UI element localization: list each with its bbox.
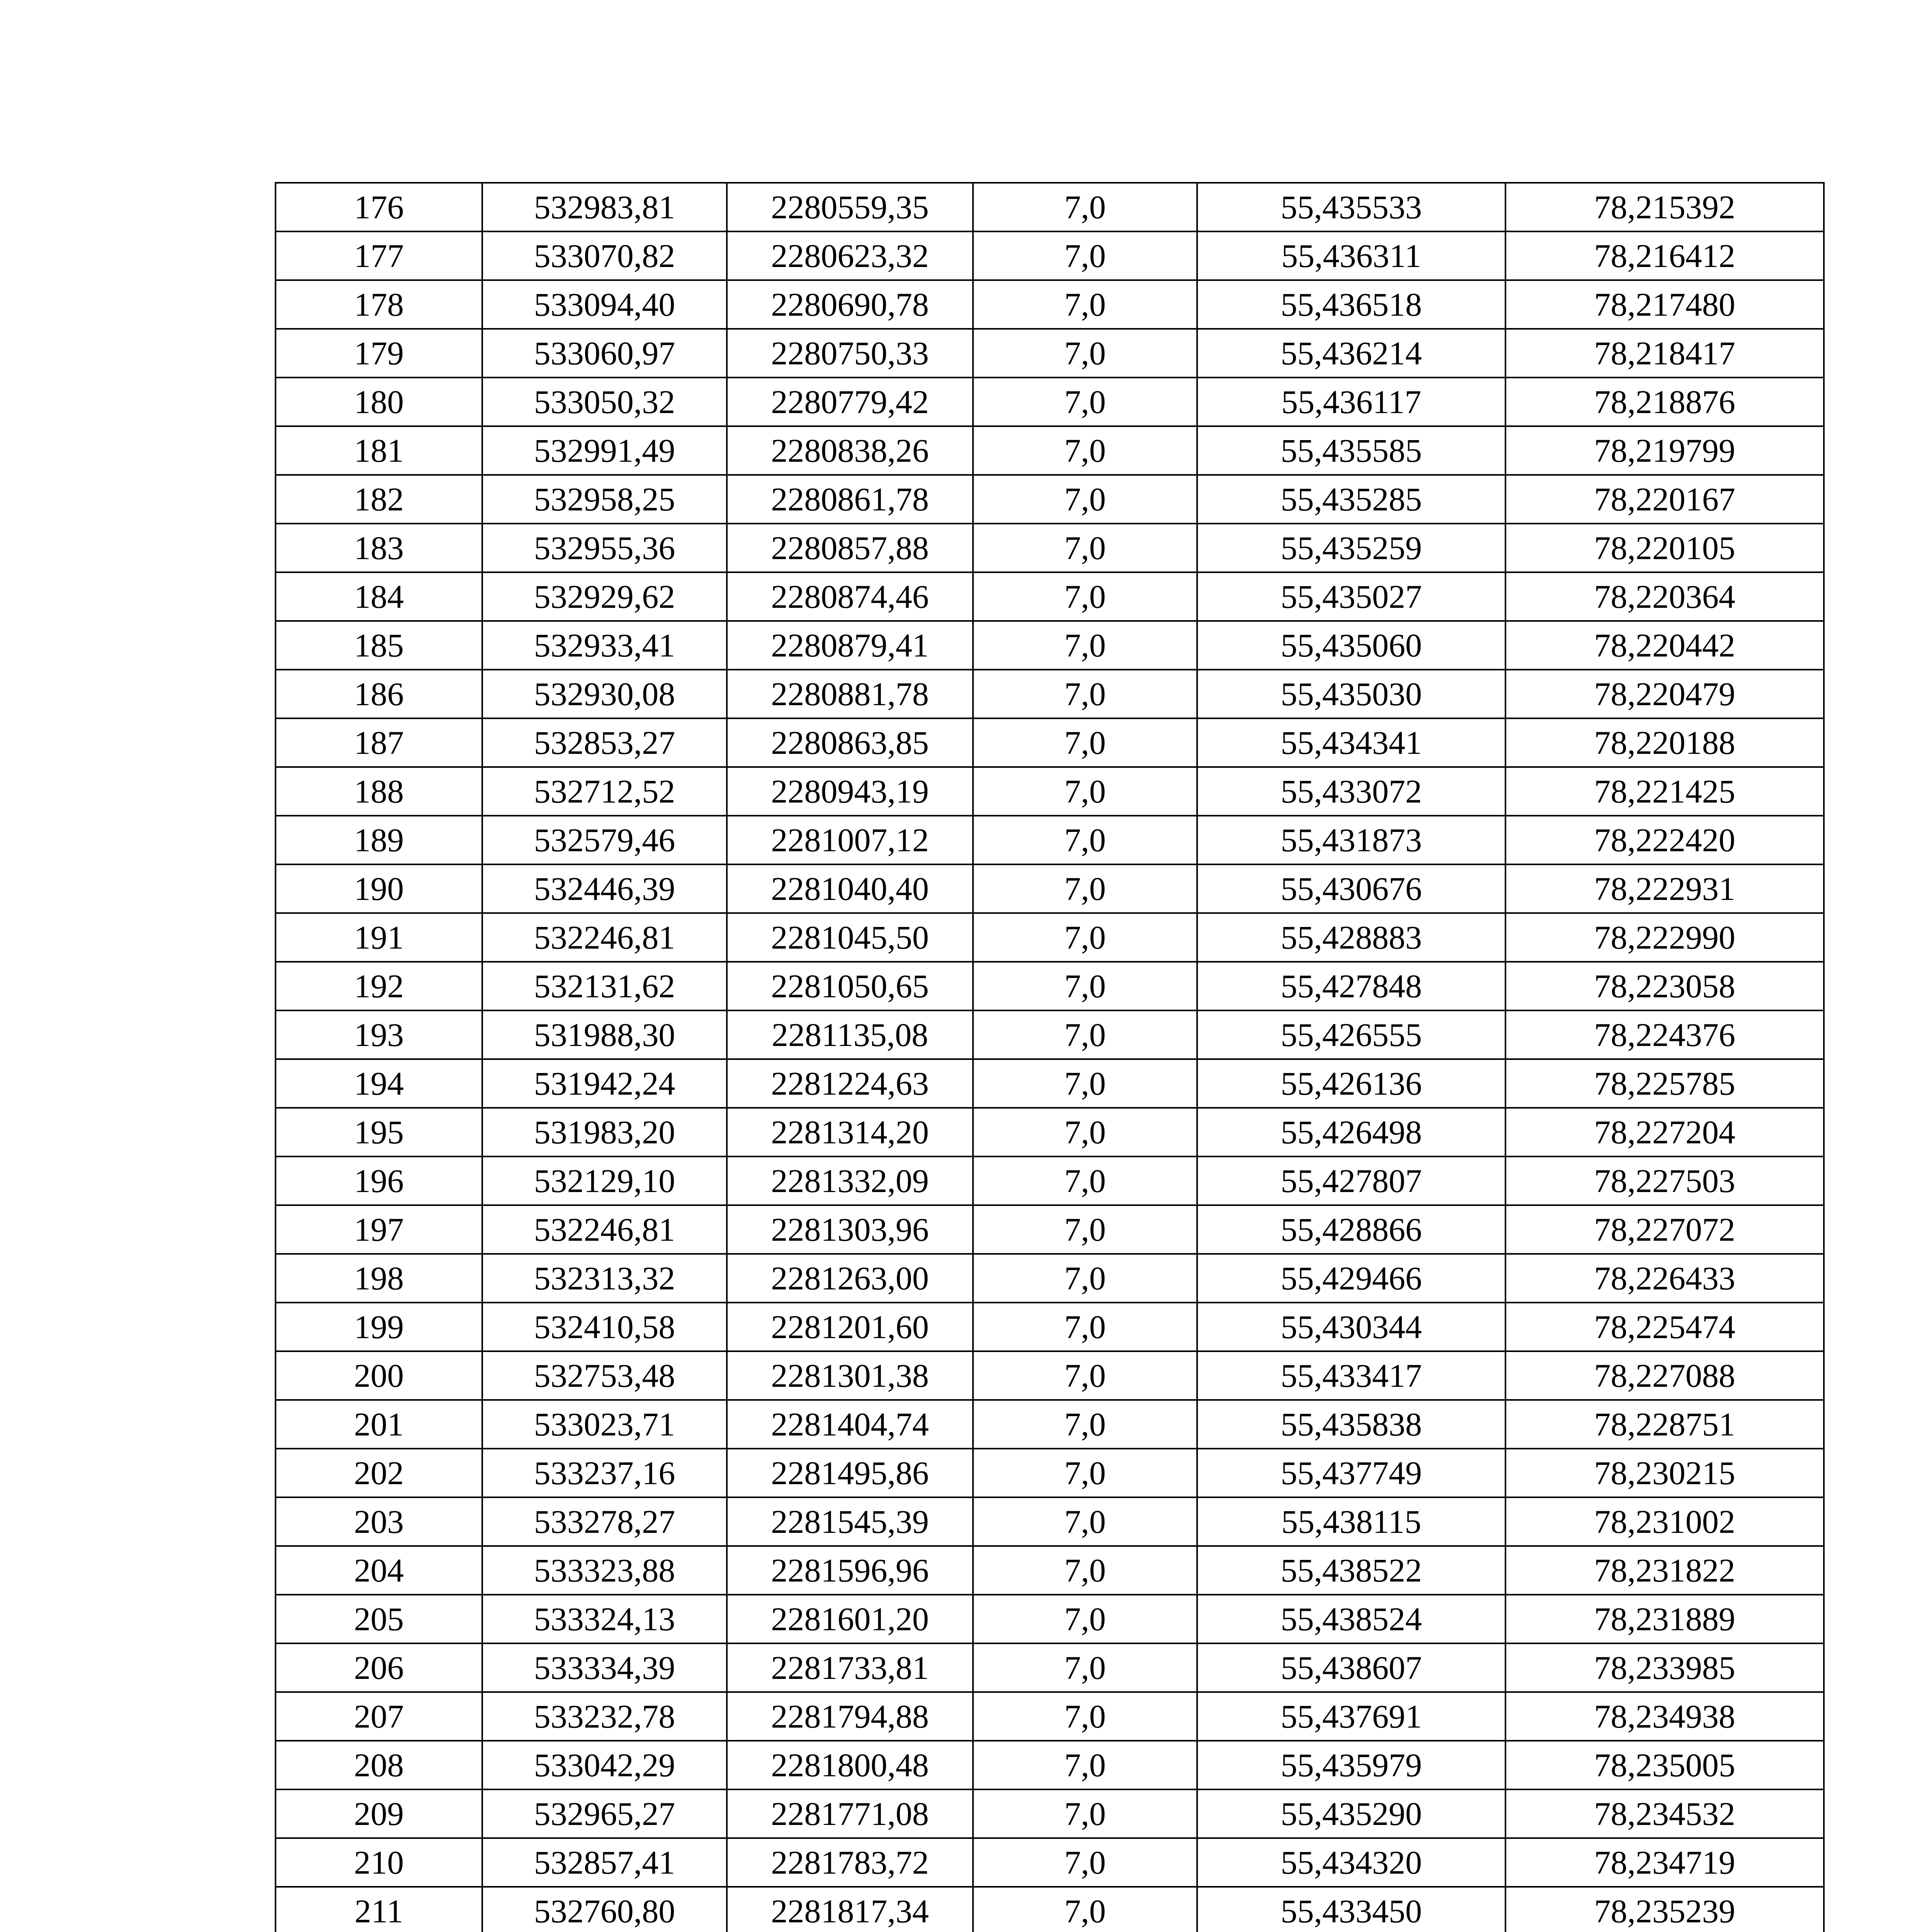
longitude-cell: 78,227088	[1505, 1351, 1824, 1400]
accuracy-cell: 7,0	[973, 767, 1197, 816]
longitude-cell: 78,222420	[1505, 816, 1824, 864]
longitude-cell: 78,221425	[1505, 767, 1824, 816]
longitude-cell: 78,219799	[1505, 426, 1824, 475]
point-number-cell: 182	[276, 475, 482, 524]
latitude-cell: 55,430344	[1197, 1303, 1505, 1351]
table-row	[276, 329, 1824, 378]
table-row	[276, 1692, 1824, 1741]
y-coordinate-cell: 2280881,78	[727, 670, 973, 718]
longitude-cell: 78,220364	[1505, 572, 1824, 621]
longitude-cell: 78,231889	[1505, 1595, 1824, 1643]
x-coordinate-cell: 533278,27	[482, 1497, 727, 1546]
point-number-cell: 203	[276, 1497, 482, 1546]
x-coordinate-cell: 532446,39	[482, 864, 727, 913]
accuracy-cell: 7,0	[973, 1254, 1197, 1303]
longitude-cell: 78,220188	[1505, 718, 1824, 767]
accuracy-cell: 7,0	[973, 816, 1197, 864]
longitude-cell: 78,230215	[1505, 1449, 1824, 1497]
accuracy-cell: 7,0	[973, 378, 1197, 426]
latitude-cell: 55,427848	[1197, 962, 1505, 1010]
x-coordinate-cell: 533237,16	[482, 1449, 727, 1497]
point-number-cell: 204	[276, 1546, 482, 1595]
longitude-cell: 78,220442	[1505, 621, 1824, 670]
accuracy-cell: 7,0	[973, 329, 1197, 378]
y-coordinate-cell: 2281596,96	[727, 1546, 973, 1595]
x-coordinate-cell: 533042,29	[482, 1741, 727, 1789]
table-row	[276, 1449, 1824, 1497]
point-number-cell: 208	[276, 1741, 482, 1789]
accuracy-cell: 7,0	[973, 524, 1197, 572]
latitude-cell: 55,437691	[1197, 1692, 1505, 1741]
latitude-cell: 55,427807	[1197, 1156, 1505, 1205]
latitude-cell: 55,434341	[1197, 718, 1505, 767]
y-coordinate-cell: 2281794,88	[727, 1692, 973, 1741]
latitude-cell: 55,435060	[1197, 621, 1505, 670]
y-coordinate-cell: 2280863,85	[727, 718, 973, 767]
y-coordinate-cell: 2280874,46	[727, 572, 973, 621]
longitude-cell: 78,217480	[1505, 280, 1824, 329]
x-coordinate-cell: 532246,81	[482, 913, 727, 962]
y-coordinate-cell: 2281771,08	[727, 1789, 973, 1838]
accuracy-cell: 7,0	[973, 1789, 1197, 1838]
accuracy-cell: 7,0	[973, 1303, 1197, 1351]
accuracy-cell: 7,0	[973, 1010, 1197, 1059]
table-row	[276, 280, 1824, 329]
table-row	[276, 1205, 1824, 1254]
latitude-cell: 55,433450	[1197, 1887, 1505, 1932]
y-coordinate-cell: 2281224,63	[727, 1059, 973, 1108]
longitude-cell: 78,235239	[1505, 1887, 1824, 1932]
point-number-cell: 190	[276, 864, 482, 913]
point-number-cell: 211	[276, 1887, 482, 1932]
point-number-cell: 191	[276, 913, 482, 962]
coordinates-table	[275, 182, 1825, 1932]
table-row	[276, 1010, 1824, 1059]
y-coordinate-cell: 2281545,39	[727, 1497, 973, 1546]
table-row	[276, 426, 1824, 475]
y-coordinate-cell: 2281135,08	[727, 1010, 973, 1059]
accuracy-cell: 7,0	[973, 670, 1197, 718]
longitude-cell: 78,215392	[1505, 183, 1824, 231]
point-number-cell: 199	[276, 1303, 482, 1351]
latitude-cell: 55,434320	[1197, 1838, 1505, 1887]
latitude-cell: 55,435533	[1197, 183, 1505, 231]
accuracy-cell: 7,0	[973, 1595, 1197, 1643]
latitude-cell: 55,435030	[1197, 670, 1505, 718]
point-number-cell: 202	[276, 1449, 482, 1497]
table-row	[276, 1108, 1824, 1156]
accuracy-cell: 7,0	[973, 913, 1197, 962]
longitude-cell: 78,218876	[1505, 378, 1824, 426]
table-row	[276, 1789, 1824, 1838]
latitude-cell: 55,438115	[1197, 1497, 1505, 1546]
x-coordinate-cell: 532313,32	[482, 1254, 727, 1303]
table-row	[276, 1546, 1824, 1595]
longitude-cell: 78,225785	[1505, 1059, 1824, 1108]
y-coordinate-cell: 2280690,78	[727, 280, 973, 329]
x-coordinate-cell: 532753,48	[482, 1351, 727, 1400]
longitude-cell: 78,227072	[1505, 1205, 1824, 1254]
x-coordinate-cell: 531942,24	[482, 1059, 727, 1108]
point-number-cell: 183	[276, 524, 482, 572]
x-coordinate-cell: 533232,78	[482, 1692, 727, 1741]
longitude-cell: 78,226433	[1505, 1254, 1824, 1303]
longitude-cell: 78,220167	[1505, 475, 1824, 524]
coordinates-table-body	[276, 183, 1824, 1932]
x-coordinate-cell: 533334,39	[482, 1643, 727, 1692]
x-coordinate-cell: 532712,52	[482, 767, 727, 816]
y-coordinate-cell: 2280623,32	[727, 231, 973, 280]
longitude-cell: 78,222931	[1505, 864, 1824, 913]
latitude-cell: 55,435290	[1197, 1789, 1505, 1838]
accuracy-cell: 7,0	[973, 426, 1197, 475]
accuracy-cell: 7,0	[973, 962, 1197, 1010]
point-number-cell: 177	[276, 231, 482, 280]
point-number-cell: 180	[276, 378, 482, 426]
y-coordinate-cell: 2281733,81	[727, 1643, 973, 1692]
latitude-cell: 55,436214	[1197, 329, 1505, 378]
accuracy-cell: 7,0	[973, 1400, 1197, 1449]
longitude-cell: 78,218417	[1505, 329, 1824, 378]
accuracy-cell: 7,0	[973, 1351, 1197, 1400]
latitude-cell: 55,433072	[1197, 767, 1505, 816]
y-coordinate-cell: 2280943,19	[727, 767, 973, 816]
x-coordinate-cell: 533323,88	[482, 1546, 727, 1595]
accuracy-cell: 7,0	[973, 1546, 1197, 1595]
y-coordinate-cell: 2280879,41	[727, 621, 973, 670]
point-number-cell: 195	[276, 1108, 482, 1156]
latitude-cell: 55,433417	[1197, 1351, 1505, 1400]
longitude-cell: 78,225474	[1505, 1303, 1824, 1351]
table-row	[276, 231, 1824, 280]
longitude-cell: 78,227204	[1505, 1108, 1824, 1156]
point-number-cell: 184	[276, 572, 482, 621]
x-coordinate-cell: 532857,41	[482, 1838, 727, 1887]
table-row	[276, 1351, 1824, 1400]
latitude-cell: 55,435259	[1197, 524, 1505, 572]
longitude-cell: 78,228751	[1505, 1400, 1824, 1449]
point-number-cell: 205	[276, 1595, 482, 1643]
x-coordinate-cell: 532991,49	[482, 426, 727, 475]
table-row	[276, 572, 1824, 621]
latitude-cell: 55,438522	[1197, 1546, 1505, 1595]
x-coordinate-cell: 533070,82	[482, 231, 727, 280]
table-row	[276, 1400, 1824, 1449]
longitude-cell: 78,222990	[1505, 913, 1824, 962]
y-coordinate-cell: 2280559,35	[727, 183, 973, 231]
accuracy-cell: 7,0	[973, 280, 1197, 329]
x-coordinate-cell: 533094,40	[482, 280, 727, 329]
accuracy-cell: 7,0	[973, 1692, 1197, 1741]
point-number-cell: 209	[276, 1789, 482, 1838]
x-coordinate-cell: 533324,13	[482, 1595, 727, 1643]
x-coordinate-cell: 532853,27	[482, 718, 727, 767]
longitude-cell: 78,235005	[1505, 1741, 1824, 1789]
point-number-cell: 179	[276, 329, 482, 378]
accuracy-cell: 7,0	[973, 1741, 1197, 1789]
latitude-cell: 55,435838	[1197, 1400, 1505, 1449]
longitude-cell: 78,227503	[1505, 1156, 1824, 1205]
table-row	[276, 378, 1824, 426]
table-row	[276, 1156, 1824, 1205]
longitude-cell: 78,223058	[1505, 962, 1824, 1010]
longitude-cell: 78,220105	[1505, 524, 1824, 572]
accuracy-cell: 7,0	[973, 1497, 1197, 1546]
accuracy-cell: 7,0	[973, 572, 1197, 621]
point-number-cell: 194	[276, 1059, 482, 1108]
point-number-cell: 210	[276, 1838, 482, 1887]
table-row	[276, 524, 1824, 572]
accuracy-cell: 7,0	[973, 718, 1197, 767]
latitude-cell: 55,428866	[1197, 1205, 1505, 1254]
latitude-cell: 55,428883	[1197, 913, 1505, 962]
table-row	[276, 670, 1824, 718]
accuracy-cell: 7,0	[973, 1643, 1197, 1692]
longitude-cell: 78,234938	[1505, 1692, 1824, 1741]
point-number-cell: 188	[276, 767, 482, 816]
accuracy-cell: 7,0	[973, 1838, 1197, 1887]
x-coordinate-cell: 531983,20	[482, 1108, 727, 1156]
y-coordinate-cell: 2281817,34	[727, 1887, 973, 1932]
latitude-cell: 55,438524	[1197, 1595, 1505, 1643]
x-coordinate-cell: 532579,46	[482, 816, 727, 864]
x-coordinate-cell: 531988,30	[482, 1010, 727, 1059]
table-row	[276, 1059, 1824, 1108]
accuracy-cell: 7,0	[973, 1156, 1197, 1205]
y-coordinate-cell: 2280750,33	[727, 329, 973, 378]
y-coordinate-cell: 2281332,09	[727, 1156, 973, 1205]
y-coordinate-cell: 2281303,96	[727, 1205, 973, 1254]
table-row	[276, 183, 1824, 231]
y-coordinate-cell: 2280861,78	[727, 475, 973, 524]
accuracy-cell: 7,0	[973, 1108, 1197, 1156]
x-coordinate-cell: 532760,80	[482, 1887, 727, 1932]
point-number-cell: 186	[276, 670, 482, 718]
x-coordinate-cell: 532929,62	[482, 572, 727, 621]
y-coordinate-cell: 2281314,20	[727, 1108, 973, 1156]
x-coordinate-cell: 532958,25	[482, 475, 727, 524]
table-row	[276, 816, 1824, 864]
latitude-cell: 55,436311	[1197, 231, 1505, 280]
longitude-cell: 78,216412	[1505, 231, 1824, 280]
longitude-cell: 78,233985	[1505, 1643, 1824, 1692]
latitude-cell: 55,438607	[1197, 1643, 1505, 1692]
latitude-cell: 55,430676	[1197, 864, 1505, 913]
table-row	[276, 913, 1824, 962]
table-row	[276, 1741, 1824, 1789]
latitude-cell: 55,435979	[1197, 1741, 1505, 1789]
table-row	[276, 1595, 1824, 1643]
y-coordinate-cell: 2281040,40	[727, 864, 973, 913]
point-number-cell: 189	[276, 816, 482, 864]
point-number-cell: 178	[276, 280, 482, 329]
table-row	[276, 962, 1824, 1010]
longitude-cell: 78,220479	[1505, 670, 1824, 718]
x-coordinate-cell: 532131,62	[482, 962, 727, 1010]
point-number-cell: 192	[276, 962, 482, 1010]
table-row	[276, 718, 1824, 767]
table-row	[276, 621, 1824, 670]
y-coordinate-cell: 2281495,86	[727, 1449, 973, 1497]
latitude-cell: 55,436117	[1197, 378, 1505, 426]
longitude-cell: 78,224376	[1505, 1010, 1824, 1059]
table-row	[276, 475, 1824, 524]
point-number-cell: 185	[276, 621, 482, 670]
accuracy-cell: 7,0	[973, 1205, 1197, 1254]
x-coordinate-cell: 532930,08	[482, 670, 727, 718]
y-coordinate-cell: 2281007,12	[727, 816, 973, 864]
longitude-cell: 78,234719	[1505, 1838, 1824, 1887]
y-coordinate-cell: 2280838,26	[727, 426, 973, 475]
x-coordinate-cell: 532983,81	[482, 183, 727, 231]
accuracy-cell: 7,0	[973, 621, 1197, 670]
y-coordinate-cell: 2281263,00	[727, 1254, 973, 1303]
table-row	[276, 1497, 1824, 1546]
y-coordinate-cell: 2281404,74	[727, 1400, 973, 1449]
x-coordinate-cell: 532955,36	[482, 524, 727, 572]
table-row	[276, 1887, 1824, 1932]
latitude-cell: 55,435285	[1197, 475, 1505, 524]
y-coordinate-cell: 2281050,65	[727, 962, 973, 1010]
accuracy-cell: 7,0	[973, 1449, 1197, 1497]
point-number-cell: 206	[276, 1643, 482, 1692]
x-coordinate-cell: 532410,58	[482, 1303, 727, 1351]
point-number-cell: 181	[276, 426, 482, 475]
x-coordinate-cell: 532965,27	[482, 1789, 727, 1838]
table-row	[276, 1254, 1824, 1303]
x-coordinate-cell: 533060,97	[482, 329, 727, 378]
y-coordinate-cell: 2281201,60	[727, 1303, 973, 1351]
latitude-cell: 55,426136	[1197, 1059, 1505, 1108]
longitude-cell: 78,231822	[1505, 1546, 1824, 1595]
x-coordinate-cell: 532246,81	[482, 1205, 727, 1254]
latitude-cell: 55,426498	[1197, 1108, 1505, 1156]
table-row	[276, 1838, 1824, 1887]
accuracy-cell: 7,0	[973, 231, 1197, 280]
x-coordinate-cell: 533023,71	[482, 1400, 727, 1449]
accuracy-cell: 7,0	[973, 864, 1197, 913]
accuracy-cell: 7,0	[973, 183, 1197, 231]
point-number-cell: 201	[276, 1400, 482, 1449]
point-number-cell: 196	[276, 1156, 482, 1205]
table-row	[276, 864, 1824, 913]
accuracy-cell: 7,0	[973, 1887, 1197, 1932]
point-number-cell: 187	[276, 718, 482, 767]
latitude-cell: 55,429466	[1197, 1254, 1505, 1303]
x-coordinate-cell: 532933,41	[482, 621, 727, 670]
point-number-cell: 198	[276, 1254, 482, 1303]
accuracy-cell: 7,0	[973, 475, 1197, 524]
point-number-cell: 193	[276, 1010, 482, 1059]
table-row	[276, 1643, 1824, 1692]
x-coordinate-cell: 533050,32	[482, 378, 727, 426]
table-row	[276, 767, 1824, 816]
latitude-cell: 55,435027	[1197, 572, 1505, 621]
y-coordinate-cell: 2281800,48	[727, 1741, 973, 1789]
accuracy-cell: 7,0	[973, 1059, 1197, 1108]
y-coordinate-cell: 2281601,20	[727, 1595, 973, 1643]
y-coordinate-cell: 2281783,72	[727, 1838, 973, 1887]
latitude-cell: 55,431873	[1197, 816, 1505, 864]
point-number-cell: 207	[276, 1692, 482, 1741]
point-number-cell: 200	[276, 1351, 482, 1400]
y-coordinate-cell: 2281301,38	[727, 1351, 973, 1400]
longitude-cell: 78,231002	[1505, 1497, 1824, 1546]
longitude-cell: 78,234532	[1505, 1789, 1824, 1838]
latitude-cell: 55,426555	[1197, 1010, 1505, 1059]
table-row	[276, 1303, 1824, 1351]
latitude-cell: 55,436518	[1197, 280, 1505, 329]
x-coordinate-cell: 532129,10	[482, 1156, 727, 1205]
latitude-cell: 55,437749	[1197, 1449, 1505, 1497]
y-coordinate-cell: 2281045,50	[727, 913, 973, 962]
y-coordinate-cell: 2280857,88	[727, 524, 973, 572]
y-coordinate-cell: 2280779,42	[727, 378, 973, 426]
latitude-cell: 55,435585	[1197, 426, 1505, 475]
point-number-cell: 176	[276, 183, 482, 231]
point-number-cell: 197	[276, 1205, 482, 1254]
